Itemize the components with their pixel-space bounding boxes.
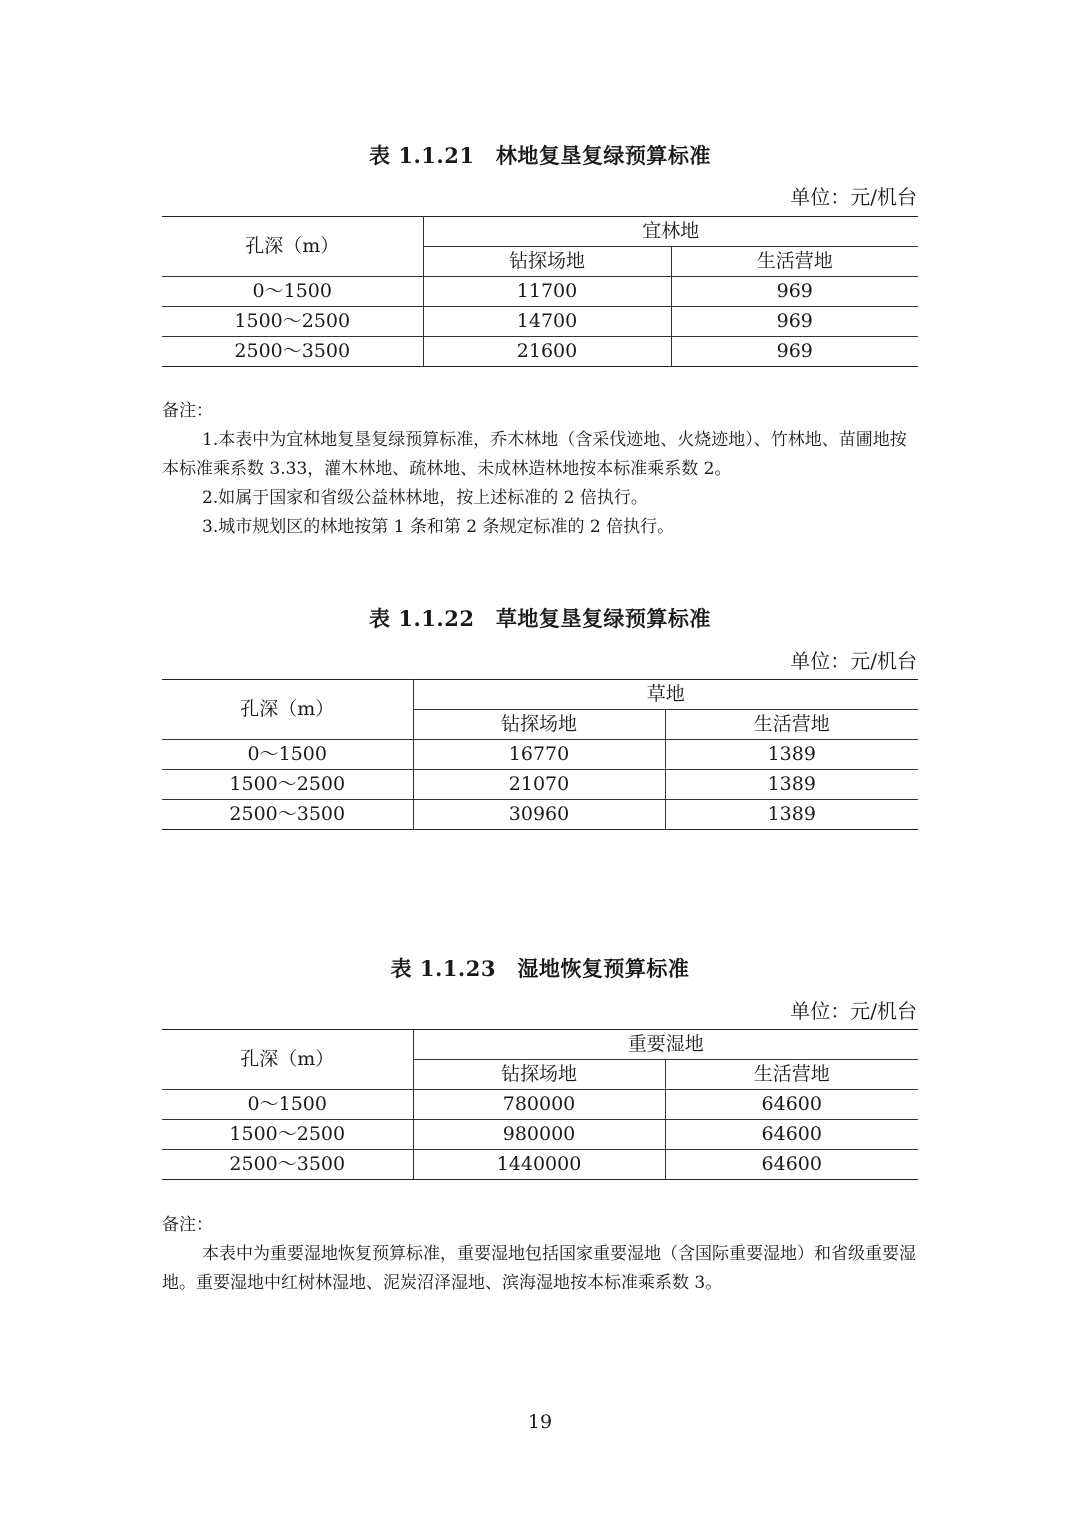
note-line: 3.城市规划区的林地按第 1 条和第 2 条规定标准的 2 倍执行。 [202, 517, 675, 537]
table-row [162, 740, 918, 770]
table-2 [162, 679, 918, 830]
table-3-col-drill-site: 钻探场地 [413, 1060, 665, 1090]
cell-value: 16770 [413, 740, 665, 770]
table-3-col-living-camp: 生活营地 [665, 1060, 918, 1090]
note-line: 本表中为重要湿地恢复预算标准，重要湿地包括国家重要湿地（含国际重要湿地）和省级重要湿地。重要湿地中红树林湿地、泥炭沼泽湿地、滨海湿地按本标准乘系数 3。 [162, 1244, 916, 1293]
table-2-col-living-camp: 生活营地 [665, 710, 918, 740]
table-1-col-drill-site: 钻探场地 [423, 247, 671, 277]
table-row [162, 770, 918, 800]
table-2-unit: 单位：元/机台 [790, 649, 917, 673]
cell-depth: 0～1500 [162, 277, 423, 307]
table-2-col-drill-site: 钻探场地 [413, 710, 665, 740]
table-2-group-header: 草地 [413, 680, 918, 710]
cell-depth: 2500～3500 [234, 340, 351, 362]
cell-depth: 0～1500 [162, 740, 413, 770]
cell-value: 1440000 [413, 1150, 665, 1180]
cell-value: 11700 [423, 277, 671, 307]
cell-value: 64600 [665, 1150, 918, 1180]
table-1-col-living-camp: 生活营地 [671, 247, 918, 277]
table-1-group-header: 宜林地 [423, 217, 918, 247]
table-row [162, 1120, 918, 1150]
note-line: 2.如属于国家和省级公益林林地，按上述标准的 2 倍执行。 [202, 488, 648, 508]
cell-depth: 1500～2500 [162, 770, 413, 800]
page-number: 19 [527, 1411, 553, 1433]
cell-depth: 0～1500 [162, 1090, 413, 1120]
table-3-depth-header: 孔深（m） [162, 1030, 413, 1090]
cell-value: 21600 [423, 337, 671, 367]
cell-value: 1389 [665, 800, 918, 830]
table-row [162, 1090, 918, 1120]
notes-heading: 备注： [162, 1215, 213, 1235]
table-row [162, 307, 918, 337]
table-row [162, 277, 918, 307]
table-3 [162, 1029, 918, 1180]
cell-value: 1389 [665, 770, 918, 800]
cell-value: 980000 [413, 1120, 665, 1150]
table-2-depth-header: 孔深（m） [162, 680, 413, 740]
table-1 [162, 216, 918, 367]
table-1-title: 表 1.1.21 林地复垦复绿预算标准 [369, 143, 711, 168]
cell-value: 780000 [413, 1090, 665, 1120]
table-2-title: 表 1.1.22 草地复垦复绿预算标准 [369, 606, 711, 631]
cell-value: 64600 [665, 1090, 918, 1120]
table-3-notes [162, 1211, 922, 1298]
table-1-depth-header: 孔深（m） [162, 217, 423, 277]
cell-value: 969 [671, 337, 918, 367]
cell-depth: 2500～3500 [229, 1153, 346, 1175]
table-row [162, 1150, 918, 1180]
cell-value: 21070 [413, 770, 665, 800]
cell-depth: 1500～2500 [162, 1120, 413, 1150]
table-3-group-header: 重要湿地 [413, 1030, 918, 1060]
cell-value: 969 [671, 277, 918, 307]
cell-depth: 1500～2500 [162, 307, 423, 337]
table-3-title: 表 1.1.23 湿地恢复预算标准 [390, 956, 690, 981]
table-1-unit: 单位：元/机台 [790, 185, 917, 209]
cell-value: 969 [671, 307, 918, 337]
cell-value: 1389 [665, 740, 918, 770]
table-row [162, 800, 918, 830]
cell-depth: 2500～3500 [229, 803, 346, 825]
note-line: 1.本表中为宜林地复垦复绿预算标准，乔木林地（含采伐迹地、火烧迹地）、竹林地、苗圃地按本标准乘系数 3.33，灌木林地、疏林地、未成林造林地按本标准乘系数 2。 [162, 430, 907, 479]
cell-value: 30960 [413, 800, 665, 830]
table-3-unit: 单位：元/机台 [790, 999, 917, 1023]
table-1-notes [162, 397, 922, 542]
cell-value: 14700 [423, 307, 671, 337]
cell-value: 64600 [665, 1120, 918, 1150]
table-row [162, 337, 918, 367]
notes-heading: 备注： [162, 401, 213, 421]
